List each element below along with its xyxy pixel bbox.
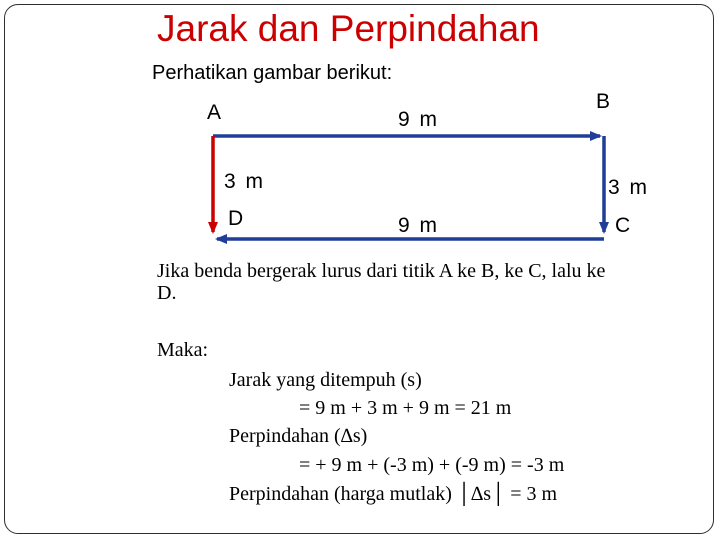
- point-b-label: B: [596, 90, 611, 113]
- abs-displacement-value: = 3 m: [505, 483, 558, 505]
- paragraph-line-2: D.: [157, 282, 177, 304]
- right-length-label: 3 m: [608, 176, 650, 199]
- displacement-label: Perpindahan (∆s): [229, 425, 368, 447]
- left-length-label: 3 m: [224, 170, 266, 193]
- bottom-length-label: 9 m: [398, 214, 440, 237]
- point-c-label: C: [615, 214, 631, 237]
- paragraph-line-1: Jika benda bergerak lurus dari titik A ke B, ke C, lalu ke: [157, 260, 606, 282]
- top-length-label: 9 m: [398, 108, 440, 131]
- maka-label: Maka:: [157, 339, 209, 361]
- slide-title: Jarak dan Perpindahan: [157, 8, 540, 49]
- point-d-label: D: [228, 207, 244, 230]
- displacement-equation: = + 9 m + (-3 m) + (-9 m) = -3 m: [299, 454, 565, 476]
- distance-label: Jarak yang ditempuh (s): [229, 369, 422, 391]
- point-a-label: A: [207, 101, 222, 124]
- abs-displacement-symbol: │∆s│: [456, 483, 506, 505]
- instruction-text: Perhatikan gambar berikut:: [152, 62, 393, 84]
- abs-displacement-line: [229, 483, 557, 505]
- distance-equation: = 9 m + 3 m + 9 m = 21 m: [299, 397, 512, 419]
- abs-displacement-label: Perpindahan (harga mutlak): [229, 483, 457, 505]
